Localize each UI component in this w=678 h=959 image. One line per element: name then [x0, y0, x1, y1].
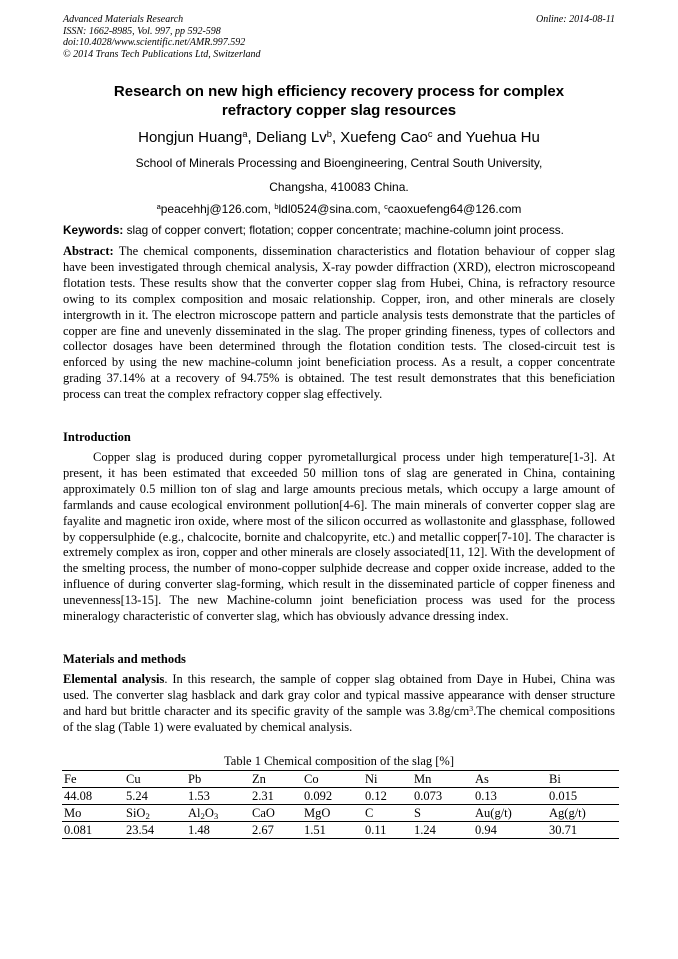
elemental-analysis-label: Elemental analysis [63, 672, 165, 686]
table-cell: 2.31 [250, 788, 302, 805]
author-sep-1: , [247, 129, 256, 146]
email-3-sup: c [384, 201, 388, 211]
table-cell: 0.11 [363, 822, 412, 839]
affiliation-line-2: Changsha, 410083 China. [269, 180, 409, 194]
email-3: caoxuefeng64@126.com [387, 202, 522, 216]
table-cell: As [473, 771, 547, 788]
elemental-analysis-text-1: . In this research, the sample of copper slag obtained from Daye in Hubei, China was used. The converter slag hasblack and dark gray color and typical massive appearance with denser structure and hard but brittle character and its specific gravity of the sample was 3.8g/cm [63, 672, 615, 718]
title-line-1: Research on new high efficiency recovery process for complex [113, 83, 565, 100]
author-1: Hongjun Huang [138, 129, 243, 146]
table-row [62, 805, 619, 822]
table-row [62, 771, 619, 788]
table-cell: Cu [124, 771, 186, 788]
table-cell: Pb [186, 771, 250, 788]
author-2-sup: b [326, 128, 332, 139]
table-cell: 44.08 [62, 788, 124, 805]
author-and: and [432, 129, 466, 146]
al2o3-sub-3: 3 [213, 810, 219, 821]
table-cell: 0.015 [547, 788, 619, 805]
abstract-text: The chemical components, dissemination characteristics and flotation behaviour of copper slag have been investigated through chemical analysis, X-ray powder diffraction (XRD), electron microscopeand flotation tests. These results show that the converter copper slag from Hubei, China, is refractory resource owing to its complex composition and mosaic relationship. Copper, iron, and other minerals are closely intergrowth in it. The electron microscope pattern and particle analysis tests demonstrate that the particles of copper are fine and unevenly disseminated in the slag. The proper grinding fineness, types of collectors and collector dosages have been determined through the flotation condition tests. The closed-circuit test is enforced by using the new machine-column joint beneficiation process. As a result, a copper concentrate grading 37.14% at a recovery of 94.75% is obtained. The test result demonstrates that this beneficiation process can treat the complex refractory copper slag effectively. [63, 244, 615, 402]
keywords [63, 223, 615, 238]
table-cell: 0.13 [473, 788, 547, 805]
table-cell: 0.94 [473, 822, 547, 839]
keywords-text: slag of copper convert; flotation; copper concentrate; machine-column joint process. [123, 223, 564, 237]
table-cell: Co [302, 771, 363, 788]
doi-line: doi:10.4028/www.scientific.net/AMR.997.592 [63, 37, 246, 48]
author-list [63, 129, 615, 147]
al2o3-text: Al [188, 806, 201, 820]
abstract-label: Abstract: [63, 244, 114, 258]
title-line-2: refractory copper slag resources [221, 102, 457, 119]
keywords-label: Keywords: [63, 223, 124, 237]
table-cell: Bi [547, 771, 619, 788]
table-cell: Ag(g/t) [547, 805, 619, 822]
table-cell: Mn [412, 771, 473, 788]
table-cell: Fe [62, 771, 124, 788]
table-cell: 23.54 [124, 822, 186, 839]
journal-name: Advanced Materials Research [63, 14, 184, 25]
table-cell: 0.073 [412, 788, 473, 805]
table-cell: 0.12 [363, 788, 412, 805]
abstract [63, 244, 615, 403]
table-cell: MgO [302, 805, 363, 822]
al2o3-sub-2: 2 [200, 810, 205, 821]
table-cell: C [363, 805, 412, 822]
elemental-analysis-text-2: .The chemical compositions of the slag (Table 1) were evaluated by chemical analysis. [63, 703, 615, 734]
composition-table [62, 770, 619, 839]
table-row [62, 822, 619, 839]
table-cell: 1.53 [186, 788, 250, 805]
table-cell: Mo [62, 805, 124, 822]
table-row [62, 788, 619, 805]
email-2-sup: b [274, 201, 279, 211]
journal-header [63, 14, 615, 60]
table-cell: CaO [250, 805, 302, 822]
email-1-sup: a [156, 201, 161, 211]
author-3-sup: c [427, 128, 433, 139]
author-4: Yuehua Hu [465, 129, 540, 146]
author-3: Xuefeng Cao [340, 129, 428, 146]
table-cell: S [412, 805, 473, 822]
materials-methods-heading: Materials and methods [63, 652, 186, 666]
table-cell: 30.71 [547, 822, 619, 839]
introduction-text: Copper slag is produced during copper pyrometallurgical process under high temperature[1-3]. At present, it has been estimated that exceeded 50 million tons of slag are generated in China, containing approximately 0.5 million ton of slag and large amounts precious metals, which occupy a large amount of farmlands and cause ecological environment pollution[4-6]. The main minerals of converter copper slag are fayalite and magnetic iron oxide, where most of the silicon occurred as wollastonite and glassphase, followed by coppersulphide (e.g., chalcocite, bornite and chalcopyrite, etc.) and metallic copper[7-10]. The character is extremely complex as iron, copper and other minerals are closely associated[11, 12]. With the development of the smelting process, the number of mono-copper sulphide decrease and copper oxide increase, added to the influence of during converter slag-forming, which result in the disseminated particle of copper fineness and unevenness[13-15]. The new Machine-column joint beneficiation process was used for the process mineralogy characteristic of converter slag, which has obviously advance dressing index. [63, 450, 615, 624]
table-cell: Zn [250, 771, 302, 788]
table-cell: Ni [363, 771, 412, 788]
table-cell [186, 805, 250, 822]
affiliation-line-1: School of Minerals Processing and Bioengineering, Central South University, [135, 156, 543, 170]
table-cell: 1.24 [412, 822, 473, 839]
author-emails [63, 202, 615, 217]
table-cell: 0.092 [302, 788, 363, 805]
paper-title [63, 82, 615, 120]
table-cell: 5.24 [124, 788, 186, 805]
table-cell: 0.081 [62, 822, 124, 839]
introduction-heading: Introduction [63, 430, 131, 444]
sio2-text: SiO [126, 806, 146, 820]
table-cell: 1.51 [302, 822, 363, 839]
table-caption: Table 1 Chemical composition of the slag [%] [224, 754, 454, 768]
sio2-sub: 2 [145, 810, 150, 821]
table-cell: 1.48 [186, 822, 250, 839]
issn-line: ISSN: 1662-8985, Vol. 997, pp 592-598 [63, 25, 221, 37]
online-date: Online: 2014-08-11 [536, 14, 615, 25]
copyright-line: © 2014 Trans Tech Publications Ltd, Switzerland [63, 48, 261, 60]
table-cell: Au(g/t) [473, 805, 547, 822]
table-cell [124, 805, 186, 822]
elemental-analysis-sup: 3 [469, 703, 474, 713]
email-1: peacehhj@126.com, [160, 202, 275, 216]
author-sep-2: , [331, 129, 341, 146]
email-2: ldl0524@sina.com, [278, 202, 385, 216]
author-2: Deliang Lv [255, 129, 327, 146]
table-cell: 2.67 [250, 822, 302, 839]
al2o3-o: O [204, 806, 214, 820]
author-1-sup: a [242, 128, 248, 139]
elemental-analysis-paragraph [63, 672, 615, 736]
